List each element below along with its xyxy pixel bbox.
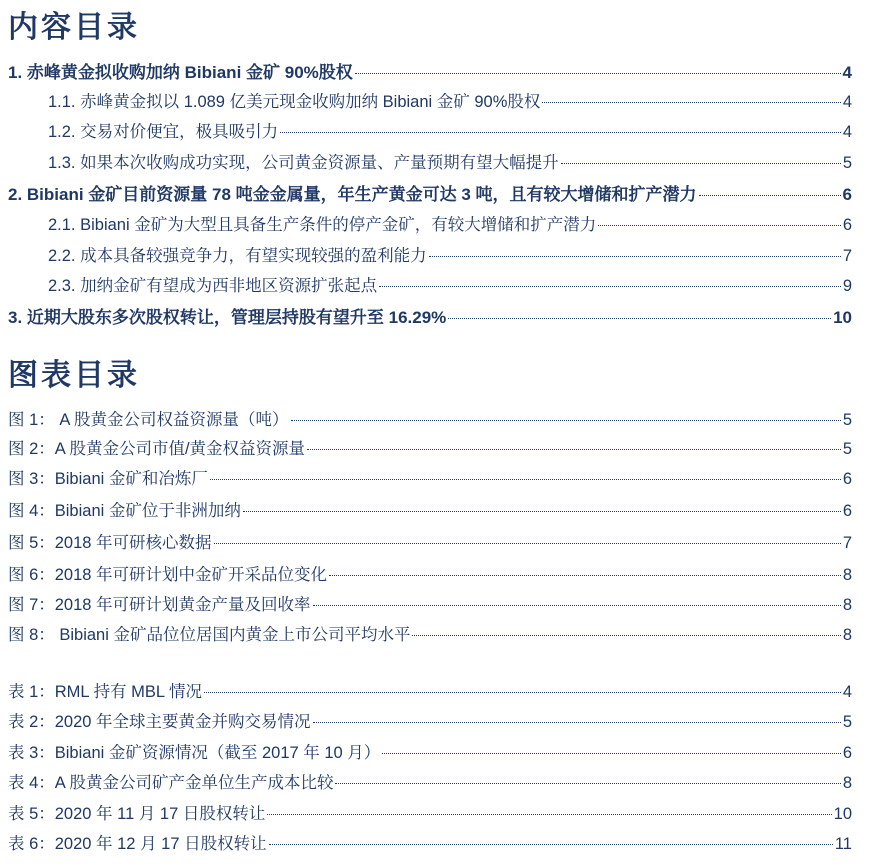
table-entry-label: 表 5：2020 年 11 月 17 日股权转让 — [8, 805, 266, 823]
toc-entry-page: 10 — [833, 308, 852, 327]
figure-entry-label: 图 5：2018 年可研核心数据 — [8, 534, 212, 552]
dot-leader — [291, 420, 841, 421]
toc-entry-label: 1. 赤峰黄金拟收购加纳 Bibiani 金矿 90%股权 — [8, 63, 353, 82]
toc-entry[interactable] — [48, 88, 852, 112]
toc-entry-label: 3. 近期大股东多次股权转让，管理层持股有望升至 16.29% — [8, 308, 447, 327]
figure-entry-label: 图 8： Bibiani 金矿品位位居国内黄金上市公司平均水平 — [8, 626, 411, 644]
toc-entry[interactable] — [8, 58, 852, 83]
toc-entry-label: 2.2. 成本具备较强竞争力，有望实现较强的盈利能力 — [48, 247, 427, 265]
dot-leader — [214, 543, 841, 544]
dot-leader — [429, 256, 841, 257]
figure-entry-page: 8 — [842, 566, 852, 584]
toc-entry[interactable] — [48, 149, 852, 173]
figure-entry-page: 5 — [842, 440, 852, 458]
toc-entry-label: 2. Bibiani 金矿目前资源量 78 吨金金属量，年生产黄金可达 3 吨，且有较大增储和扩产潜力 — [8, 185, 697, 204]
dot-leader — [269, 844, 833, 845]
table-entry[interactable] — [8, 678, 852, 702]
toc-entry-page: 4 — [842, 123, 852, 141]
figure-entry-page: 6 — [842, 470, 852, 488]
table-entry-page: 11 — [834, 835, 852, 853]
table-entry-label: 表 6：2020 年 12 月 17 日股权转让 — [8, 835, 267, 853]
toc-entry[interactable] — [48, 272, 852, 296]
figure-entry-label: 图 1： A 股黄金公司权益资源量（吨） — [8, 411, 289, 429]
toc-entry[interactable] — [48, 118, 852, 142]
toc-entry-label: 2.1. Bibiani 金矿为大型且具备生产条件的停产金矿，有较大增储和扩产潜力 — [48, 216, 597, 234]
figure-entry[interactable] — [8, 465, 852, 489]
toc-entry[interactable] — [48, 211, 852, 235]
toc-entry-page: 4 — [842, 63, 852, 82]
figure-entry[interactable] — [8, 561, 852, 585]
dot-leader — [379, 286, 841, 287]
figure-entry[interactable] — [8, 406, 852, 430]
toc-entry[interactable] — [8, 180, 852, 205]
figure-entry-page: 7 — [842, 534, 852, 552]
dot-leader — [448, 318, 831, 319]
figure-entry-label: 图 4：Bibiani 金矿位于非洲加纳 — [8, 502, 241, 520]
toc-entry-page: 6 — [842, 216, 852, 234]
dot-leader — [210, 479, 841, 480]
figure-entry-label: 图 2：A 股黄金公司市值/黄金权益资源量 — [8, 440, 306, 458]
toc-entry-page: 7 — [842, 247, 852, 265]
table-entry-page: 8 — [842, 774, 852, 792]
table-entry-label: 表 4：A 股黄金公司矿产金单位生产成本比较 — [8, 774, 334, 792]
figure-entry[interactable] — [8, 591, 852, 615]
toc-entry-label: 1.1. 赤峰黄金拟以 1.089 亿美元现金收购加纳 Bibiani 金矿 90%股权 — [48, 93, 541, 111]
toc-entry-page: 6 — [842, 185, 852, 204]
toc-entry-page: 5 — [842, 154, 852, 172]
dot-leader — [329, 575, 841, 576]
dot-leader — [412, 635, 840, 636]
toc-entry-page: 9 — [842, 277, 852, 295]
toc-entry-label: 1.2. 交易对价便宜，极具吸引力 — [48, 123, 279, 141]
dot-leader — [355, 73, 841, 74]
dot-leader — [542, 102, 840, 103]
figure-entry[interactable] — [8, 435, 852, 459]
dot-leader — [307, 449, 841, 450]
dot-leader — [561, 163, 841, 164]
contents-heading: 内容目录 — [8, 10, 140, 45]
dot-leader — [699, 195, 841, 196]
dot-leader — [280, 132, 841, 133]
figures-heading: 图表目录 — [8, 358, 140, 393]
toc-entry[interactable] — [8, 303, 852, 328]
figure-entry[interactable] — [8, 529, 852, 553]
table-entry[interactable] — [8, 830, 852, 854]
table-entry-page: 4 — [842, 683, 852, 701]
figure-entry-page: 6 — [842, 502, 852, 520]
figure-entry-label: 图 6：2018 年可研计划中金矿开采品位变化 — [8, 566, 328, 584]
toc-entry-page: 4 — [842, 93, 852, 111]
dot-leader — [313, 722, 841, 723]
figure-entry-page: 8 — [842, 626, 852, 644]
figure-entry[interactable] — [8, 497, 852, 521]
table-entry-page: 10 — [833, 805, 852, 823]
dot-leader — [243, 511, 841, 512]
figure-entry[interactable] — [8, 621, 852, 645]
table-entry-label: 表 3：Bibiani 金矿资源情况（截至 2017 年 10 月） — [8, 744, 381, 762]
toc-entry[interactable] — [48, 242, 852, 266]
table-entry[interactable] — [8, 739, 852, 763]
table-entry[interactable] — [8, 800, 852, 824]
figure-entry-page: 5 — [842, 411, 852, 429]
table-entry-page: 6 — [842, 744, 852, 762]
table-entry[interactable] — [8, 769, 852, 793]
table-entry[interactable] — [8, 708, 852, 732]
toc-entry-label: 2.3. 加纳金矿有望成为西非地区资源扩张起点 — [48, 277, 378, 295]
figure-entry-label: 图 7：2018 年可研计划黄金产量及回收率 — [8, 596, 311, 614]
toc-entry-label: 1.3. 如果本次收购成功实现，公司黄金资源量、产量预期有望大幅提升 — [48, 154, 559, 172]
figure-entry-page: 8 — [842, 596, 852, 614]
dot-leader — [598, 225, 841, 226]
dot-leader — [382, 753, 841, 754]
dot-leader — [313, 605, 841, 606]
table-entry-page: 5 — [842, 713, 852, 731]
dot-leader — [204, 692, 841, 693]
dot-leader — [335, 783, 840, 784]
table-entry-label: 表 1：RML 持有 MBL 情况 — [8, 683, 203, 701]
dot-leader — [267, 814, 831, 815]
figure-entry-label: 图 3：Bibiani 金矿和冶炼厂 — [8, 470, 208, 488]
table-entry-label: 表 2：2020 年全球主要黄金并购交易情况 — [8, 713, 311, 731]
